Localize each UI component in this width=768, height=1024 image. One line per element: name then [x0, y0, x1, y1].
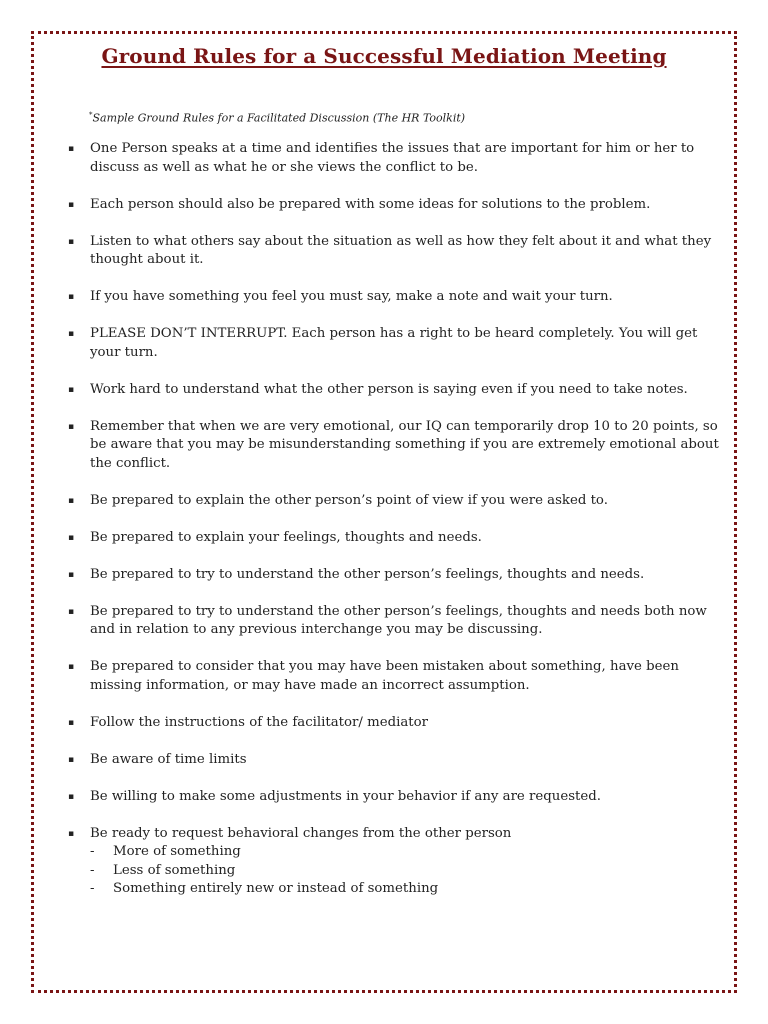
rule-text: Be prepared to try to understand the other person’s feelings, thoughts and needs both now and in relation to any previous interchange you may be discussing. — [90, 603, 707, 637]
rule-text: Be prepared to explain the other person’s point of view if you were asked to. — [90, 492, 608, 508]
list-item — [65, 492, 725, 511]
dash-bullet-icon: - — [90, 862, 95, 878]
square-bullet-icon: ▪ — [68, 329, 75, 339]
subtitle-asterisk: * — [89, 111, 93, 119]
rule-text: Work hard to understand what the other person is saying even if you need to take notes. — [90, 381, 688, 397]
dash-bullet-icon: - — [90, 881, 95, 896]
subtitle-text: Sample Ground Rules for a Facilitated Discussion (The HR Toolkit) — [92, 111, 466, 125]
list-item — [65, 381, 725, 400]
rule-text: Be prepared to explain your feelings, thoughts and needs. — [90, 529, 482, 545]
square-bullet-icon: ▪ — [68, 495, 75, 506]
rule-text: Be ready to request behavioral changes from the other person — [90, 825, 512, 841]
list-item — [65, 196, 725, 215]
list-item — [65, 288, 725, 307]
sub-list-item — [90, 862, 725, 881]
document-title: Ground Rules for a Successful Mediation Meeting — [101, 44, 667, 68]
square-bullet-icon: ▪ — [68, 754, 75, 765]
rule-text: Each person should also be prepared with some ideas for solutions to the problem. — [90, 196, 651, 212]
square-bullet-icon: ▪ — [68, 384, 75, 395]
sub-list — [90, 843, 725, 899]
square-bullet-icon: ▪ — [68, 532, 75, 543]
rule-text: Be prepared to try to understand the other person’s feelings, thoughts and needs. — [90, 566, 645, 582]
list-item — [65, 658, 725, 695]
dash-bullet-icon: - — [90, 844, 95, 859]
list-item — [65, 751, 725, 770]
list-item — [65, 140, 725, 177]
sub-item-text: Less of something — [113, 862, 236, 878]
rule-text: Listen to what others say about the situation as well as how they felt about it and what they thought about it. — [90, 233, 712, 267]
sub-list-item — [90, 843, 725, 862]
list-item — [65, 825, 725, 899]
rule-text: If you have something you feel you must say, make a note and wait your turn. — [90, 289, 613, 304]
rule-text: Remember that when we are very emotional, our IQ can temporarily drop 10 to 20 points, so be aware that you may be misunderstanding something if you are extremely emotional about the conflict. — [90, 418, 719, 471]
square-bullet-icon: ▪ — [68, 236, 75, 247]
list-item — [65, 233, 725, 270]
list-item — [65, 788, 725, 807]
rule-text: Be willing to make some adjustments in your behavior if any are requested. — [90, 788, 601, 804]
rule-text: PLEASE DON’T INTERRUPT. Each person has a right to be heard completely. You will get your turn. — [90, 326, 698, 360]
square-bullet-icon: ▪ — [68, 292, 75, 302]
square-bullet-icon: ▪ — [68, 421, 75, 432]
ground-rules-list — [65, 140, 725, 917]
rule-text: One Person speaks at a time and identifies the issues that are important for him or her to discuss as well as what he or she views the conflict to be. — [90, 141, 695, 175]
square-bullet-icon: ▪ — [68, 606, 75, 617]
list-item — [65, 529, 725, 548]
list-item — [65, 418, 725, 474]
list-item — [65, 603, 725, 640]
rule-text: Be aware of time limits — [90, 751, 247, 767]
sub-list-item — [90, 880, 725, 899]
square-bullet-icon: ▪ — [68, 199, 75, 210]
square-bullet-icon: ▪ — [68, 144, 75, 154]
square-bullet-icon: ▪ — [68, 569, 75, 580]
list-item — [65, 566, 725, 585]
rule-text: Be prepared to consider that you may have been mistaken about something, have been missing information, or may have made an incorrect assumption. — [90, 659, 679, 693]
list-item — [65, 714, 725, 733]
square-bullet-icon: ▪ — [68, 662, 75, 672]
square-bullet-icon: ▪ — [68, 828, 75, 839]
list-item — [65, 325, 725, 362]
document-subtitle — [89, 111, 465, 125]
sub-item-text: More of something — [113, 844, 241, 859]
rule-text: Follow the instructions of the facilitator/ mediator — [90, 714, 428, 730]
sub-item-text: Something entirely new or instead of something — [113, 881, 439, 896]
square-bullet-icon: ▪ — [68, 717, 75, 728]
square-bullet-icon: ▪ — [68, 791, 75, 802]
